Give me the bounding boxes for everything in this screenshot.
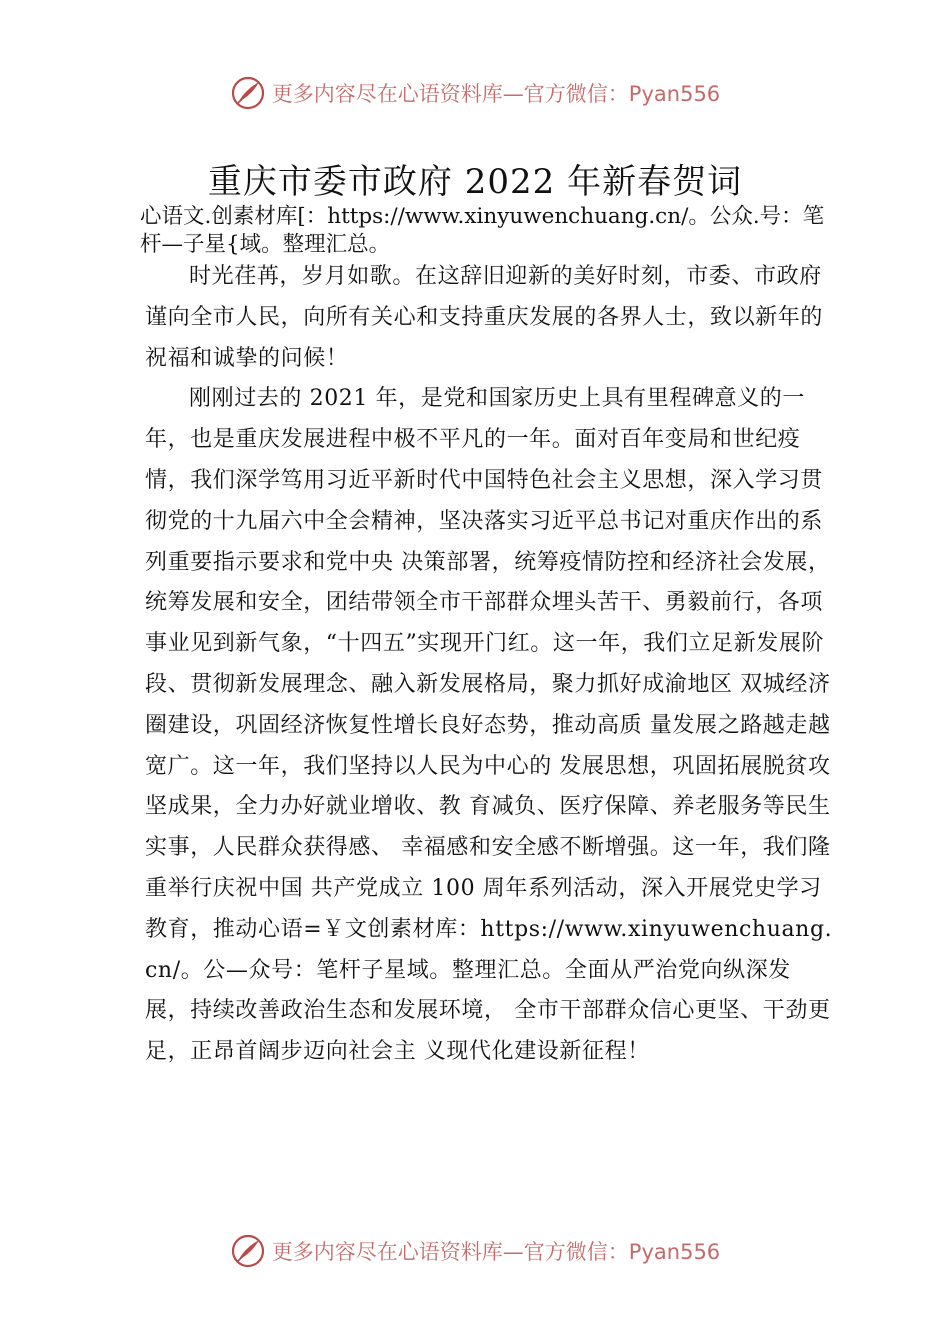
document-body	[145, 257, 835, 1073]
header-banner	[0, 73, 950, 113]
header-banner-text: 更多内容尽在心语资料库—官方微信：Pyan556	[271, 82, 721, 106]
paragraph-1: 时光荏苒，岁月如歌。在这辞旧迎新的美好时刻，市委、市政府谨向全市人民，向所有关心和支持重庆发展的各界人士，致以新年的祝福和诚挚的问候！	[145, 264, 824, 371]
footer-banner-text: 更多内容尽在心语资料库—官方微信：Pyan556	[271, 1240, 721, 1264]
document-title: 重庆市委市政府 2022 年新春贺词	[207, 162, 743, 202]
footer-banner	[0, 1231, 950, 1271]
feather-pen-logo-icon	[230, 75, 266, 111]
source-note: 心语文.创素材库[：https://www.xinyuwenchuang.cn/。公众.号：笔杆—子星{域。整理汇总。	[140, 204, 825, 257]
paragraph-2: 刚刚过去的 2021 年，是党和国家历史上具有里程碑意义的一年，也是重庆发展进程中极不平凡的一年。面对百年变局和世纪疫情，我们深学笃用习近平新时代中国特色社会主义思想，深入学习贯彻党的十九届六中全会精神，坚决落实习近平总书记对重庆作出的系列重要指示要求和党中央 决策部署，统筹疫情防控和经济社会发展，统筹发展和安全，团结带领全市干部群众埋头苦干、勇毅前行，各项事业见到新气象，“十四五”实现开门红。这一年，我们立足新发展阶 段、贯彻新发展理念、融入新发展格局，聚力抓好成渝地区 双城经济圈建设，巩固经济恢复性增长良好态势，推动高质 量发展之路越走越宽广。这一年，我们坚持以人民为中心的 发展思想，巩固拓展脱贫攻坚成果，全力办好就业增收、教 育减负、医疗保障、养老服务等民生实事，人民群众获得感、 幸福感和安全感不断增强。这一年，我们隆重举行庆祝中国 共产党成立 100 周年系列活动，深入开展党史学习教育，推动心语=￥文创素材库：https://www.xinyuwenchuang.cn/。公—众号：笔杆子星域。整理汇总。全面从严治党向纵深发展，持续改善政治生态和发展环境， 全市干部群众信心更坚、干劲更足，正昂首阔步迈向社会主 义现代化建设新征程！	[145, 386, 833, 1065]
feather-pen-logo-icon	[230, 1233, 266, 1269]
